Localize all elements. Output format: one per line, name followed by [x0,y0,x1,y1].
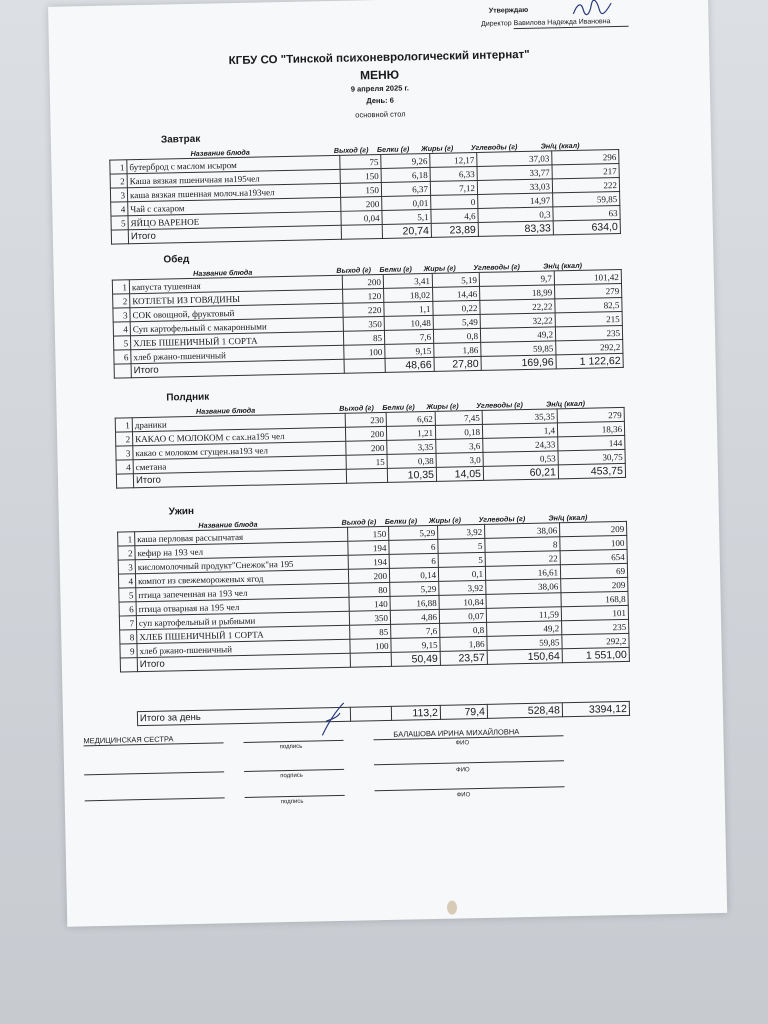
signature-area [83,725,643,806]
dish-fats: 1,86 [440,636,487,651]
dish-proteins: 5,29 [389,525,438,540]
dish-energy: 292,2 [562,633,629,648]
dish-carbs: 24,33 [483,437,558,453]
director-signature [571,0,613,20]
dish-proteins: 5,1 [382,209,431,224]
dish-fats: 5,49 [433,314,480,329]
dish-carbs: 59,85 [481,341,556,357]
dish-weight: 220 [343,302,384,317]
dish-fats: 14,46 [433,286,480,301]
dish-proteins: 3,35 [387,439,436,454]
sign-caption-1: подпись [279,743,303,751]
dish-fats: 0,8 [433,328,480,343]
dish-carbs: 59,85 [487,635,562,651]
page-title: МЕНЮ [359,67,400,83]
dish-proteins: 4,86 [390,609,439,624]
dish-carbs: 22,22 [480,299,555,315]
col-energy: Эн/ц (ккал) [540,140,580,151]
dish-fats: 0,22 [433,300,480,315]
section-breakfast [109,125,618,244]
dish-name: какао с молоком сгущен.на193 чел [133,441,346,459]
dish-weight: 80 [349,582,390,597]
total-label: Итого [131,359,344,377]
dish-weight: 75 [340,154,381,169]
dish-name: КОТЛЕТЫ ИЗ ГОВЯДИНЫ [130,289,343,307]
section-title: Обед [163,254,190,266]
dish-proteins: 0,38 [387,453,436,468]
dish-carbs: 16,61 [485,565,560,581]
col-name: Название блюда [198,519,258,530]
col-proteins: Белки (г) [379,264,412,275]
dish-weight: 194 [348,540,389,555]
dish-fats: 7,45 [435,410,482,425]
menu-date: 9 апреля 2025 г. [350,83,410,94]
dish-energy: 82,5 [555,297,622,312]
dish-carbs: 18,99 [480,285,555,301]
dish-proteins: 7,6 [384,329,433,344]
col-fats: Жиры (г) [428,515,462,526]
col-energy: Эн/ц (ккал) [543,260,583,271]
col-fats: Жиры (г) [426,401,459,412]
col-carbs: Углеводы (г) [473,262,520,273]
dish-name: компот из свежемороженых ягод [135,569,348,587]
menu-table [115,407,626,489]
dish-fats: 3,6 [436,438,483,453]
day-total-energy: 3394,12 [562,701,629,716]
total-carbs: 60,21 [483,465,558,481]
col-carbs: Углеводы (г) [470,142,518,153]
total-energy: 634,0 [553,219,620,234]
dish-name: ХЛЕБ ПШЕНИЧНЫЙ 1 СОРТА [137,625,350,643]
dish-proteins: 1,21 [386,425,435,440]
row-number: 9 [120,644,137,658]
dish-weight: 120 [343,288,384,303]
dish-energy: 279 [557,407,624,422]
col-proteins: Белки (г) [384,516,418,526]
dish-weight: 140 [349,596,390,611]
dish-weight: 200 [348,568,389,583]
sign-caption-2: подпись [280,772,303,780]
row-number: 4 [111,202,128,216]
paper-stain [447,901,457,915]
day-total-fats: 79,4 [440,704,487,719]
dish-fats: 4,6 [431,208,478,223]
dish-carbs: 38,06 [486,579,561,595]
dish-energy: 217 [552,163,619,178]
menu-table [109,149,621,245]
total-fats: 23,89 [431,222,478,237]
section-snack [114,383,624,488]
dish-proteins: 6 [389,539,438,554]
director-label: Директор [481,20,512,28]
dish-carbs: 33,03 [477,179,552,195]
dish-name: сметана [133,455,346,473]
dish-energy: 168,8 [561,591,628,606]
day-total-label: Итого за день [137,707,350,725]
dish-proteins: 6 [389,553,438,568]
dish-energy: 101,42 [554,269,621,284]
nurse-name: БАЛАШОВА ИРИНА МИХАЙЛОВНА [393,727,520,739]
dish-fats: 5 [438,538,485,553]
dish-carbs: 11,59 [486,607,561,623]
dish-energy: 235 [555,325,622,340]
dish-fats: 6,33 [430,166,477,181]
row-number: 1 [115,418,132,432]
row-number: 7 [119,616,136,630]
dish-name: кефир на 193 чел [135,541,348,559]
day-total [121,701,628,726]
col-proteins: Белки (г) [376,144,410,155]
total-energy: 453,75 [558,463,625,478]
total-fats: 14,05 [436,466,483,481]
dish-fats: 5 [438,552,485,567]
dish-proteins: 6,37 [381,181,430,196]
dish-weight: 15 [346,454,387,469]
dish-energy: 209 [559,521,626,536]
dish-proteins: 0,01 [382,195,431,210]
total-proteins: 50,49 [391,651,440,666]
dish-carbs: 14,97 [478,193,553,209]
dish-fats: 7,12 [430,180,477,195]
dish-name: хлеб ржано-пшеничный [137,639,350,657]
fio-caption-2: ФИО [456,767,470,774]
dish-name: драники [132,413,345,431]
dish-carbs: 8 [485,537,560,553]
dish-fats: 0,18 [435,424,482,439]
dish-proteins: 6,18 [381,167,430,182]
col-fats: Жиры (г) [420,143,454,154]
dish-proteins: 10,48 [384,315,433,330]
dish-energy: 222 [552,177,619,192]
dish-fats: 5,19 [432,272,479,287]
dish-proteins: 9,15 [385,343,434,358]
dish-proteins: 5,29 [390,581,439,596]
dish-name: хлеб ржано-пшеничный [131,345,344,363]
section-title: Завтрак [160,133,201,146]
dish-carbs: 38,06 [485,523,560,539]
total-proteins: 48,66 [385,357,434,372]
nurse-signature [318,701,349,738]
total-proteins: 20,74 [382,223,431,238]
row-number: 1 [118,532,135,546]
total-carbs: 83,33 [478,221,553,237]
dish-fats: 0,8 [440,622,487,637]
dish-energy: 101 [561,605,628,620]
row-number: 6 [114,350,131,364]
approved-label: Утверждаю [488,6,529,15]
dish-fats: 12,17 [430,152,477,167]
dish-name: ЯЙЦО ВАРЕНОЕ [128,211,341,229]
dish-weight: 150 [348,526,389,541]
row-number: 4 [113,322,130,336]
dish-name: Каша вязкая пшеничная на195чел [127,169,340,187]
dish-carbs: 22 [485,551,560,567]
dish-energy: 296 [552,149,619,164]
total-fats: 23,57 [440,650,487,665]
row-number: 2 [113,294,130,308]
dish-weight: 200 [342,274,383,289]
dish-proteins: 9,26 [381,153,430,168]
row-number: 3 [110,188,127,202]
section-lunch [111,245,621,378]
row-number: 1 [110,160,127,174]
col-carbs: Углеводы (г) [476,400,523,411]
dish-weight: 200 [341,196,382,211]
dish-weight: 85 [350,624,391,639]
row-number: 2 [118,546,135,560]
fio-caption-3: ФИО [456,792,471,799]
dish-fats: 0,1 [438,566,485,581]
dish-weight: 350 [349,610,390,625]
fio-caption-1: ФИО [455,740,470,747]
dish-fats: 3,92 [438,524,485,539]
col-weight: Выход (г) [333,145,369,155]
total-carbs: 150,64 [487,649,562,665]
dish-name: каша перловая рассыпчатая [135,527,348,545]
dish-fats: 10,84 [439,594,486,609]
dish-energy: 654 [560,549,627,564]
dish-carbs: 0,3 [478,207,553,223]
col-proteins: Белки (г) [382,402,415,412]
nurse-label: МЕДИЦИНСКАЯ СЕСТРА [83,734,174,746]
dish-weight: 200 [346,440,387,455]
col-energy: Эн/ц (ккал) [548,512,588,523]
dish-weight: 350 [343,316,384,331]
col-weight: Выход (г) [341,517,377,527]
day-total-proteins: 113,2 [391,705,440,720]
dish-energy: 209 [561,577,628,592]
dish-proteins: 16,88 [390,595,439,610]
row-number: 4 [116,460,133,474]
row-number: 3 [118,560,135,574]
dish-proteins: 18,02 [384,287,433,302]
dish-weight: 100 [350,638,391,653]
dish-name: Чай с сахаром [128,197,341,215]
dish-weight: 100 [344,344,385,359]
total-carbs: 169,96 [481,355,556,371]
dish-carbs: 1,4 [482,423,557,439]
dish-energy: 292,2 [556,339,623,354]
row-number: 4 [118,574,135,588]
dish-weight: 150 [340,182,381,197]
dish-name: СОК овощной, фруктовый [130,303,343,321]
total-label: Итого [133,469,346,487]
dish-name: капуста тушенная [129,275,342,293]
col-energy: Эн/ц (ккал) [545,398,586,409]
dish-name: бутерброд с маслом исыром [127,155,340,173]
col-name: Название блюда [192,267,253,278]
col-fats: Жиры (г) [423,263,456,274]
dish-energy: 30,75 [558,449,625,464]
col-name: Название блюда [195,405,256,416]
row-number: 2 [115,432,132,446]
total-label: Итого [137,653,350,671]
menu-table [112,269,624,379]
row-number: 2 [110,174,127,188]
section-title: Полдник [166,391,210,404]
col-weight: Выход (г) [336,265,372,275]
dish-weight: 85 [343,330,384,345]
dish-name: птица запеченная на 193 чел [136,583,349,601]
section-title: Ужин [168,505,195,518]
table-kind: основной стол [355,109,406,120]
dish-weight: 194 [348,554,389,569]
total-proteins: 10,35 [387,467,436,482]
row-number: 1 [112,280,129,294]
dish-energy: 100 [560,535,627,550]
dish-carbs: 0,53 [483,451,558,467]
day-total-carbs: 528,48 [487,703,562,719]
total-energy: 1 551,00 [562,647,629,662]
section-dinner [117,497,627,672]
director-name: Вавилова Надежда Ивановна [513,18,628,29]
col-name: Название блюда [190,147,250,158]
dish-fats: 3,92 [439,580,486,595]
dish-name: суп картофельный и рыбными [136,611,349,629]
row-number: 5 [119,588,136,602]
dish-energy: 63 [553,205,620,220]
dish-proteins: 3,41 [383,273,432,288]
dish-weight: 0,04 [341,210,382,225]
menu-day: День: 6 [366,95,394,106]
dish-name: ХЛЕБ ПШЕНИЧНЫЙ 1 СОРТА [130,331,343,349]
dish-weight: 200 [345,426,386,441]
col-weight: Выход (г) [339,403,374,413]
total-energy: 1 122,62 [556,353,623,368]
row-number: 3 [113,308,130,322]
row-number: 3 [116,446,133,460]
dish-carbs: 33,77 [477,165,552,181]
dish-weight: 150 [340,168,381,183]
dish-energy: 59,85 [553,191,620,206]
row-number: 6 [119,602,136,616]
dish-proteins: 1,1 [384,301,433,316]
dish-carbs: 49,2 [487,621,562,637]
row-number: 5 [111,216,128,230]
dish-energy: 215 [555,311,622,326]
menu-table [117,521,630,673]
dish-carbs: 32,22 [480,313,555,329]
dish-name: КАКАО С МОЛОКОМ с сах.на195 чел [132,427,345,445]
dish-carbs: 49,2 [480,327,555,343]
dish-name: каша вязкая пшенная молоч.на193чел [127,183,340,201]
dish-proteins: 9,15 [391,637,440,652]
menu-document [48,0,727,927]
dish-proteins: 6,62 [386,411,435,426]
total-fats: 27,80 [434,356,481,371]
dish-energy: 69 [560,563,627,578]
dish-proteins: 7,6 [391,623,440,638]
sign-caption-3: подпись [280,798,304,806]
organization-title: КГБУ СО "Тинской психоневрологический интернат" [228,48,530,68]
dish-energy: 144 [558,435,625,450]
row-number: 5 [113,336,130,350]
dish-energy: 235 [562,619,629,634]
dish-carbs: 37,03 [477,151,552,167]
dish-energy: 279 [555,283,622,298]
col-carbs: Углеводы (г) [478,514,526,525]
dish-energy: 18,36 [557,421,624,436]
dish-name: Суп картофельный с макаронными [130,317,343,335]
dish-proteins: 0,14 [389,567,438,582]
dish-fats: 0,07 [439,608,486,623]
dish-fats: 1,86 [434,342,481,357]
dish-weight: 230 [345,412,386,427]
dish-carbs: 9,7 [479,271,554,287]
row-number: 8 [120,630,137,644]
dish-name: птица отварная на 195 чел [136,597,349,615]
dish-name: кисломолочный продукт"Снежок"на 195 [135,555,348,573]
dish-fats: 3,0 [436,452,483,467]
dish-fats: 0 [431,194,478,209]
total-label: Итого [128,225,341,243]
dish-carbs: 35,35 [482,409,557,425]
